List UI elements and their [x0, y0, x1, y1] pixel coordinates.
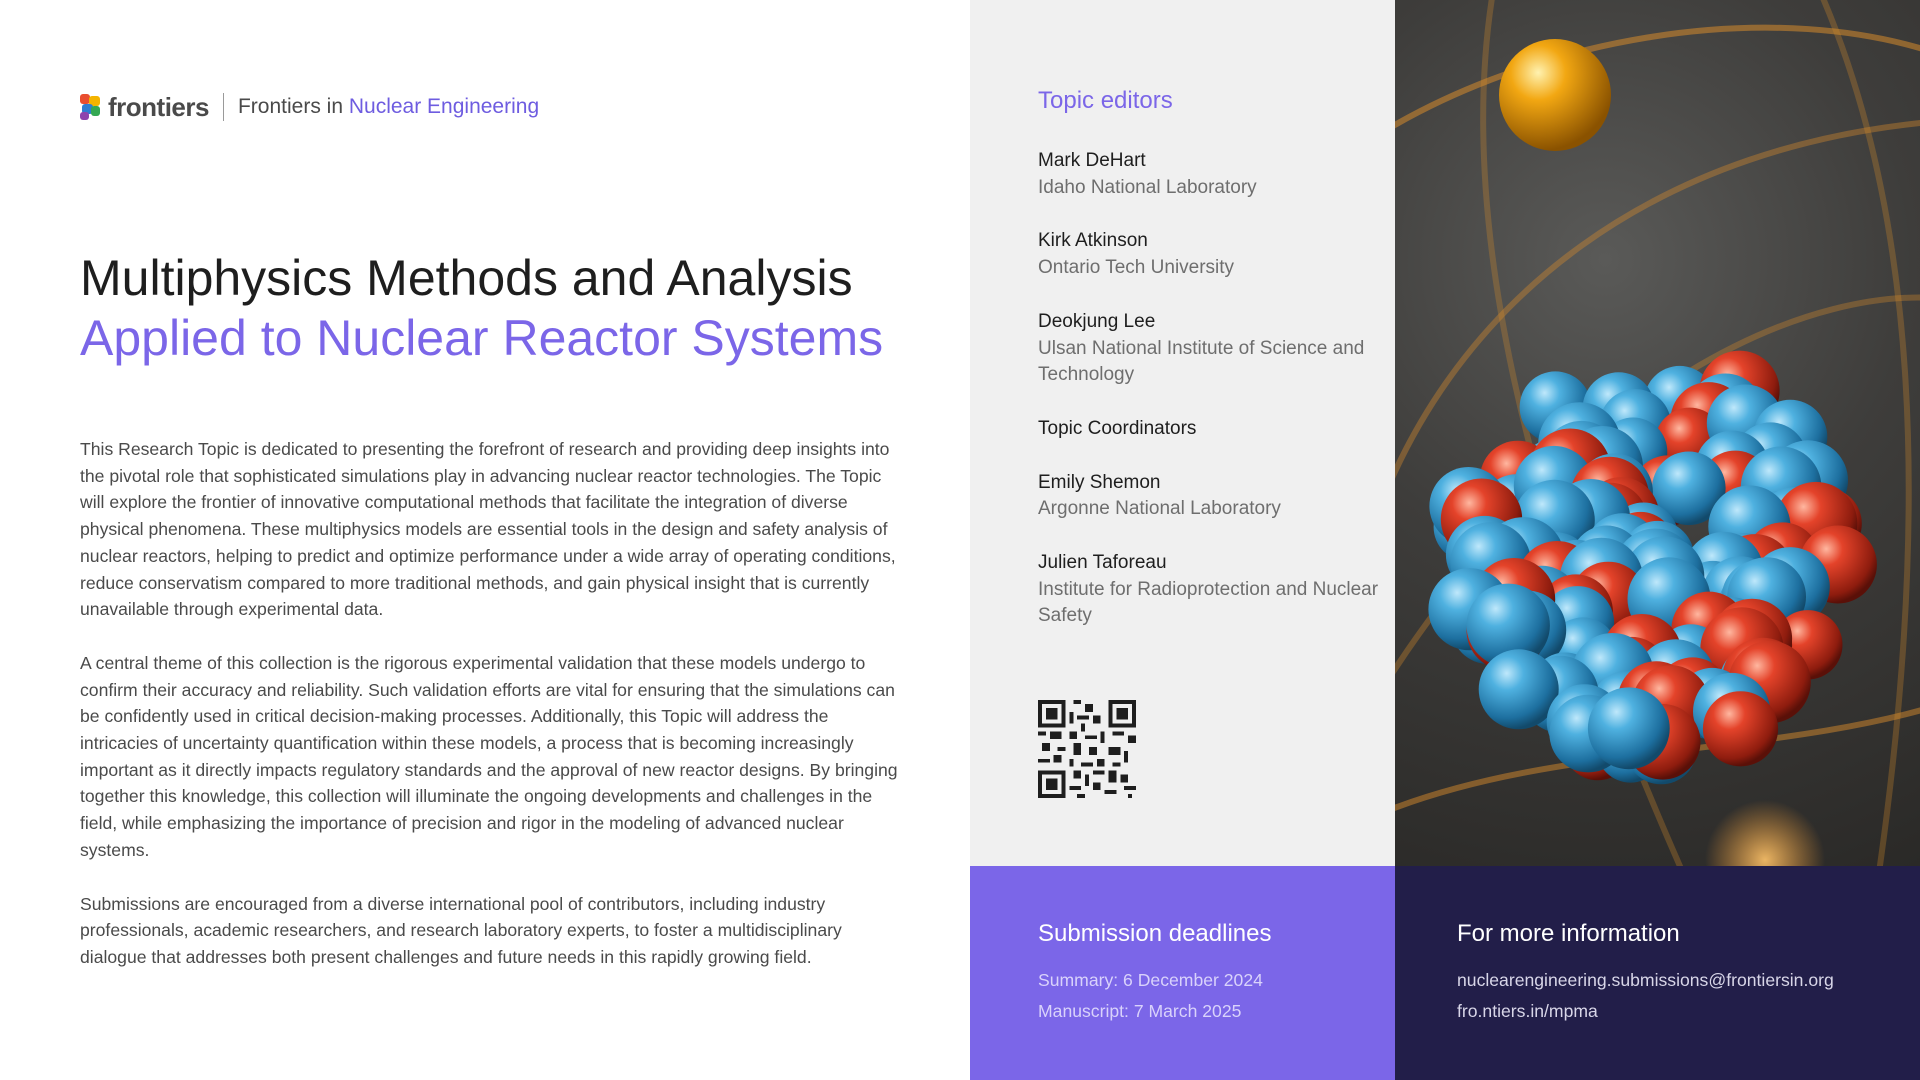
topic-url[interactable]: fro.ntiers.in/mpma	[1457, 1001, 1598, 1021]
editor-affiliation: Ulsan National Institute of Science and Technology	[1038, 337, 1365, 386]
paragraph: This Research Topic is dedicated to presenting the forefront of research and providing deep insights into the pivotal role that sophisticated simulations play in advancing nuclear reactor technologies. The Topic will explore the frontier of innovative computational methods that facilitate the integration of diverse physical phenomena. These multiphysics models are essential tools in the design and safety analysis of nuclear reactors, helping to predict and optimize performance under a wide array of operating conditions, reduce conservatism compared to more traditional methods, and gain physical insight that is currently unavailable through experimental data.	[80, 439, 896, 620]
editor-name: Kirk Atkinson	[1038, 230, 1148, 252]
manuscript-deadline: Manuscript: 7 March 2025	[1038, 1001, 1242, 1021]
title-line-1: Multiphysics Methods and Analysis	[80, 250, 853, 306]
editor-entry	[1038, 148, 1383, 201]
atom-nucleus-illustration	[1395, 0, 1920, 866]
info-panel	[1395, 866, 1920, 1080]
electron-sphere	[1499, 39, 1611, 151]
coordinators-heading: Topic Coordinators	[1038, 417, 1197, 439]
topic-description	[80, 436, 900, 998]
neutron-sphere	[1479, 649, 1559, 729]
summary-deadline: Summary: 6 December 2024	[1038, 970, 1263, 990]
qr-code-icon[interactable]	[1038, 700, 1136, 798]
logo-wordmark: frontiers	[108, 91, 209, 122]
illustration-canvas	[1395, 0, 1920, 866]
editor-affiliation: Ontario Tech University	[1038, 257, 1235, 279]
editor-affiliation: Idaho National Laboratory	[1038, 176, 1257, 198]
logo-separator	[223, 93, 224, 121]
editor-name: Deokjung Lee	[1038, 310, 1156, 332]
coordinator-entry	[1038, 470, 1383, 523]
editors-panel	[970, 0, 1395, 866]
neutron-sphere	[1588, 687, 1670, 769]
submission-heading: Submission deadlines	[1038, 920, 1272, 947]
title-line-2: Applied to Nuclear Reactor Systems	[80, 310, 884, 366]
coordinator-affiliation: Argonne National Laboratory	[1038, 498, 1281, 520]
coordinator-name: Julien Taforeau	[1038, 552, 1167, 574]
editors-list	[1038, 148, 1383, 657]
logo-row	[80, 90, 539, 124]
coordinator-entry	[1038, 550, 1383, 630]
nucleus-cluster	[1428, 351, 1877, 785]
proton-sphere	[1703, 691, 1778, 766]
editor-name: Mark DeHart	[1038, 150, 1146, 171]
coordinator-affiliation: Institute for Radioprotection and Nuclear Safety	[1038, 578, 1379, 627]
paragraph: A central theme of this collection is the rigorous experimental validation that these models undergo to confirm their accuracy and reliability. Such validation efforts are vital for ensuring that the simulations can be confidently used in critical decision-making processes. Additionally, this Topic will address the intricacies of uncertainty quantification within these models, a process that is becoming increasingly important as it directly impacts regulatory standards and the approval of new reactor designs. By bringing together this knowledge, this collection will illuminate the ongoing developments and challenges in the field, while emphasizing the importance of precision and rigor in the modeling of advanced nuclear systems.	[80, 652, 898, 860]
editor-entry	[1038, 228, 1383, 281]
coordinator-name: Emily Shemon	[1038, 471, 1161, 493]
electron-glow	[1705, 800, 1825, 866]
paragraph: Submissions are encouraged from a diverse international pool of contributors, including industry professionals, academic researchers, and research laboratory experts, to foster a multidisciplinary dialogue that addresses both present challenges and future needs in this rapidly growing field.	[80, 893, 842, 967]
editors-heading: Topic editors	[1038, 87, 1173, 114]
journal-label: Frontiers in Nuclear Engineering	[237, 95, 540, 118]
frontiers-logo-icon	[80, 94, 102, 120]
info-heading: For more information	[1457, 920, 1680, 947]
submission-panel	[970, 866, 1395, 1080]
journal-name: Nuclear Engineering	[348, 95, 540, 118]
topic-title	[80, 248, 960, 368]
editor-entry	[1038, 309, 1383, 389]
contact-email[interactable]: nuclearengineering.submissions@frontiersin.org	[1457, 970, 1834, 990]
